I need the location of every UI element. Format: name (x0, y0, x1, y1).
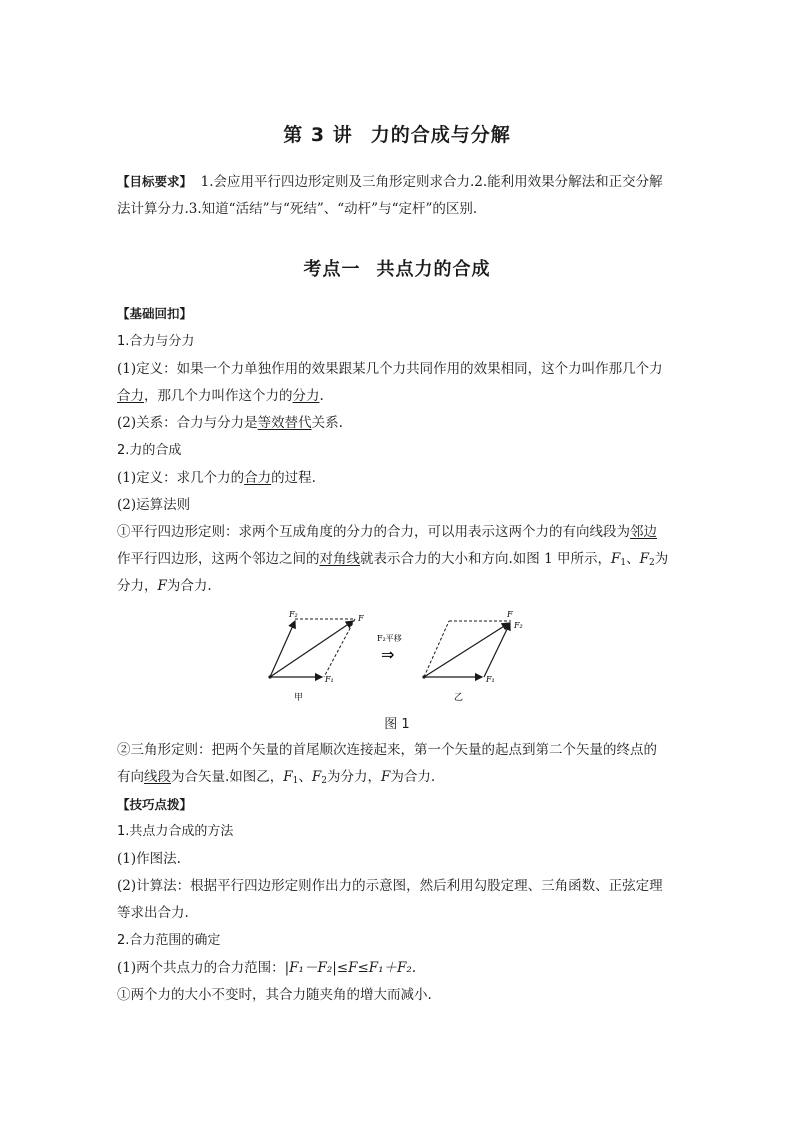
range-formula: |F₁－F₂|≤F≤F₁＋F₂. (284, 960, 417, 976)
left-label-f: F (358, 614, 364, 623)
parallelogram-line-b (117, 550, 679, 572)
label-jia: 甲 (294, 693, 304, 703)
translate-arrow: ⇒ (381, 645, 395, 664)
sub-2: 2 (648, 558, 655, 568)
definition-line-b (117, 387, 679, 405)
underlined-diagonal: 对角线 (319, 551, 360, 567)
basics-heading-1: 1.合力与分力 (117, 334, 195, 349)
method-calc-a: (2)计算法：根据平行四边形定则作出力的示意图，然后利用勾股定理、三角函数、正弦定理 (117, 878, 663, 894)
basics-heading-2: 2.力的合成 (117, 443, 182, 458)
tips-tag: 【技巧点拨】 (117, 797, 193, 812)
tips-heading-1: 1.共点力合成的方法 (117, 824, 234, 839)
goals-line-1 (117, 173, 679, 191)
relation-pre: (2)关系：合力与分力是 (117, 415, 258, 431)
underlined-fenli: 分力 (292, 388, 320, 404)
range-note: ①两个力的大小不变时，其合力随夹角的增大而减小. (117, 987, 432, 1003)
underlined-heli-2: 合力 (244, 470, 272, 486)
force-composition-figure (262, 606, 532, 706)
underlined-linbian: 邻边 (630, 524, 657, 540)
parallelogram-text-a: ①平行四边形定则：求两个互成角度的分力的合力，可以用表示这两个力的有向线段为 (117, 524, 630, 540)
sub-1: 1 (620, 558, 627, 568)
right-label-f1: F₁ (486, 675, 495, 684)
sub-2-b: 2 (321, 776, 328, 786)
goals-text-1: 1.会应用平行四边形定则及三角形定则求合力.2.能利用效果分解法和正交分解 (200, 174, 663, 190)
triangle-text-end-b: 为合力. (390, 769, 436, 785)
parallelogram-text-c-b: 为合力. (166, 578, 212, 594)
goals-line-2 (117, 200, 679, 218)
triangle-diagram (422, 610, 522, 703)
right-label-f: F (507, 610, 513, 619)
tips-heading-2: 2.合力范围的确定 (117, 933, 221, 948)
triangle-text-pre: 有向 (117, 769, 144, 785)
definition-mid: ，那几个力叫作这个力的 (144, 388, 293, 404)
var-f2-b: F (311, 769, 322, 785)
translate-label: F₂平移 (377, 634, 402, 643)
var-f1-b: F (283, 769, 293, 785)
tips-tag-line (117, 796, 679, 814)
left-dashed-right (324, 619, 355, 677)
var-f: F (157, 578, 167, 594)
underlined-heli: 合力 (117, 388, 144, 404)
goals-text-2: 法计算分力.3.知道“活结”与“死结”、“动杆”与“定杆”的区别. (117, 201, 478, 217)
parallelogram-text-c-a: 分力， (117, 578, 158, 594)
section-name: 共点力的合成 (376, 259, 491, 280)
underlined-equivalent: 等效替代 (257, 415, 312, 431)
relation-line (117, 414, 679, 432)
var-f-b: F (381, 769, 391, 785)
right-f-vector (424, 623, 509, 677)
right-label-f2: F₂ (514, 621, 523, 630)
relation-end: 关系. (311, 415, 343, 431)
triangle-line-1: ②三角形定则：把两个矢量的首尾顺次连接起来，第一个矢量的起点到第二个矢量的终点的 (117, 742, 657, 758)
parallelogram-text-b-mid: 就表示合力的大小和方向.如图 1 甲所示， (360, 551, 611, 567)
right-origin-dot (422, 675, 425, 678)
goals-tag: 【目标要求】 (117, 174, 193, 189)
underlined-segment: 线段 (144, 769, 171, 785)
figure-caption: 图 1 (384, 717, 410, 732)
section-title (0, 255, 794, 281)
definition-end: . (319, 388, 324, 404)
label-yi: 乙 (454, 693, 464, 703)
left-label-f1: F₁ (325, 675, 334, 684)
operation-rules: (2)运算法则 (117, 497, 191, 513)
left-origin-dot (268, 675, 271, 678)
composition-def-pre: (1)定义：求几个力的 (117, 470, 245, 486)
lecture-number: 第 3 讲 (283, 124, 353, 146)
range-line (117, 959, 679, 977)
parallelogram-diagram (268, 610, 364, 703)
triangle-text-end-a: 为分力， (327, 769, 382, 785)
parallelogram-line-c (117, 577, 679, 595)
parallelogram-text-b-end: 为 (654, 551, 669, 567)
section-number: 考点一 (303, 259, 361, 280)
basics-tag: 【基础回扣】 (117, 306, 193, 321)
var-f2: F (639, 551, 649, 567)
separator: 、 (626, 551, 640, 567)
sub-1-b: 1 (292, 776, 299, 786)
definition-line-a: (1)定义：如果一个力单独作用的效果跟某几个力共同作用的效果相同，这个力叫作那几个力 (117, 361, 663, 377)
separator-b: 、 (298, 769, 312, 785)
var-f1: F (610, 551, 621, 567)
left-label-f2: F₂ (289, 610, 298, 619)
method-calc-b: 等求出合力. (117, 905, 189, 921)
method-graphing: (1)作图法. (117, 851, 181, 867)
triangle-line-2 (117, 768, 679, 790)
page-title (0, 120, 794, 147)
basics-tag-line (117, 305, 679, 323)
lecture-topic: 力的合成与分解 (370, 124, 511, 146)
triangle-text-mid: 为合矢量.如图乙， (171, 769, 284, 785)
composition-def-end: 的过程. (271, 470, 316, 486)
composition-definition (117, 469, 679, 487)
parallelogram-text-b: 作平行四边形，这两个邻边之间的 (117, 551, 320, 567)
range-pre: (1)两个共点力的合力范围： (117, 960, 285, 976)
parallelogram-line-a (117, 523, 679, 541)
